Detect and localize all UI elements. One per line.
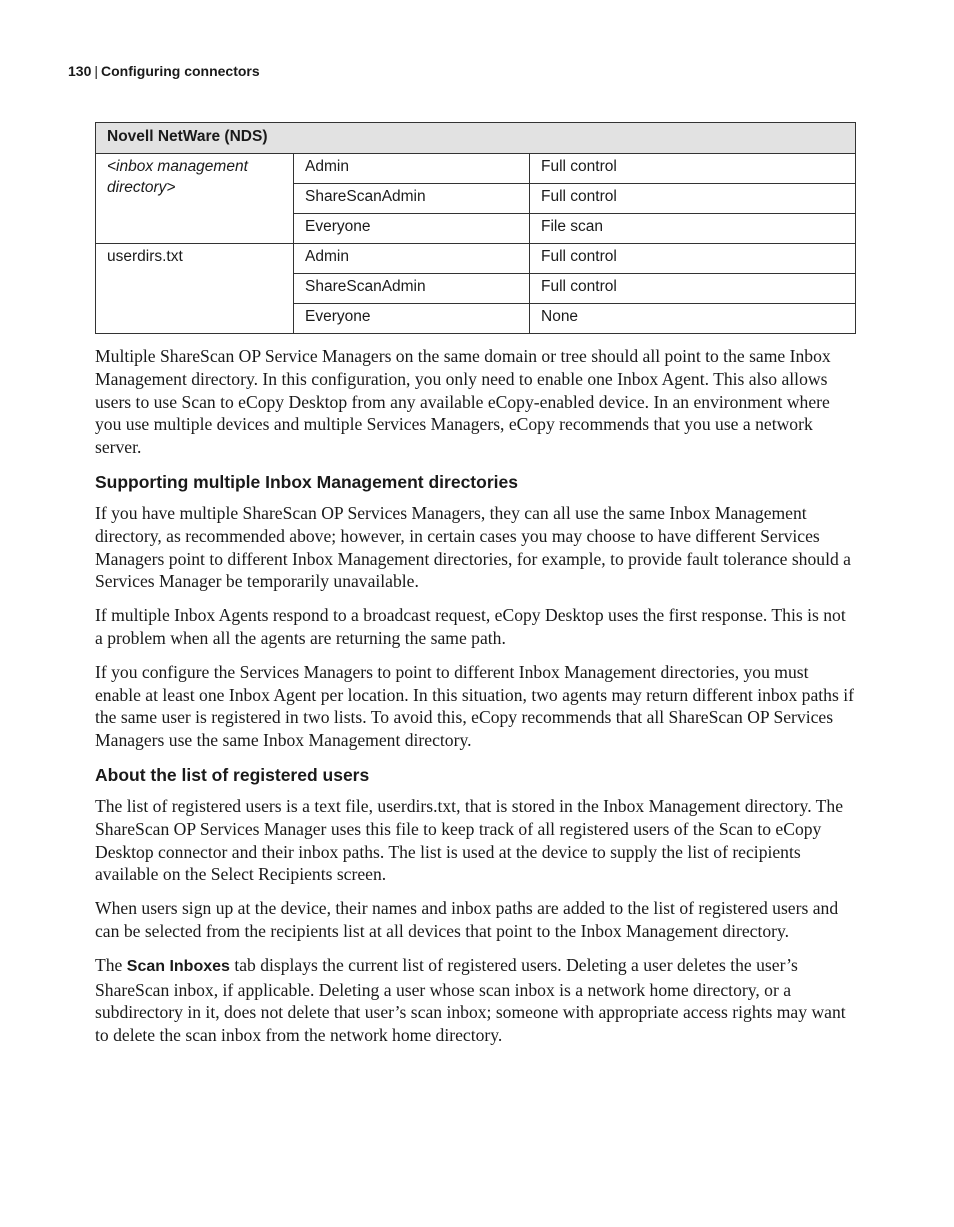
permissions-table [95,122,856,334]
user-cell: Everyone [294,304,530,334]
table-title: Novell NetWare (NDS) [96,123,856,154]
table-row [96,154,856,184]
table-row [96,244,856,274]
group-name: <inbox management directory> [96,154,294,244]
user-cell: Admin [294,154,530,184]
table-header-row [96,123,856,154]
section-heading: Supporting multiple Inbox Management directories [95,471,518,492]
paragraph: When users sign up at the device, their names and inbox paths are added to the list of registered users and can be selected from the recipients list at all devices that point to the Inbox Management directory. [95,898,839,941]
running-header [68,63,260,79]
user-cell: Everyone [294,214,530,244]
paragraph: If multiple Inbox Agents respond to a broadcast request, eCopy Desktop uses the first response. This is not a problem when all the agents are returning the same path. [95,605,846,648]
paragraph: Multiple ShareScan OP Service Managers on the same domain or tree should all point to the same Inbox Management directory. In this configuration, you only need to enable one Inbox Agent. This also allows users to use Scan to eCopy Desktop from any available eCopy-enabled device. In an environment where you use multiple devices and multiple Services Managers, eCopy recommends that you use a network server. [95,346,831,458]
section-heading: About the list of registered users [95,764,370,785]
paragraph: The list of registered users is a text file, userdirs.txt, that is stored in the Inbox Management directory. The ShareScan OP Services Manager uses this file to keep track of all registered users of the Scan to eCopy Desktop connector and their inbox paths. The list is used at the device to supply the list of recipients available on the Select Recipients screen. [95,795,844,885]
paragraph: If you configure the Services Managers to point to different Inbox Management directories, you must enable at least one Inbox Agent per location. In this situation, two agents may return different inbox paths if the same user is registered in two lists. To avoid this, eCopy recommends that all ShareScan OP Services Managers use the same Inbox Management directory. [95,661,854,751]
permission-cell: File scan [530,214,856,244]
permission-cell: Full control [530,244,856,274]
page-number: 130 [68,63,92,79]
paragraph [95,954,855,1047]
text-run: tab displays the current list of registered users. Deleting a user deletes the user’s ShareScan inbox, if applicable. Deleting a user whose scan inbox is a network home directory, or a subdirectory in it, does not delete that user’s scan inbox; someone with appropriate access rights may want to delete the scan inbox from the network home directory. [95,954,846,1046]
permission-cell: Full control [530,154,856,184]
text-run: The [95,954,123,975]
permission-cell: Full control [530,184,856,214]
group-name: userdirs.txt [96,244,294,334]
user-cell: ShareScanAdmin [294,184,530,214]
ui-term-scan-inboxes: Scan Inboxes [126,957,230,975]
paragraph: If you have multiple ShareScan OP Services Managers, they can all use the same Inbox Management directory, as recommended above; however, in certain cases you may choose to have different Services Managers point to different Inbox Management directories, for example, to provide fault tolerance should a Services Manager be temporarily unavailable. [95,502,851,592]
user-cell: ShareScanAdmin [294,274,530,304]
user-cell: Admin [294,244,530,274]
body-text [95,345,855,1058]
header-separator: | [94,63,98,79]
section-title: Configuring connectors [101,63,260,79]
permission-cell: Full control [530,274,856,304]
permission-cell: None [530,304,856,334]
